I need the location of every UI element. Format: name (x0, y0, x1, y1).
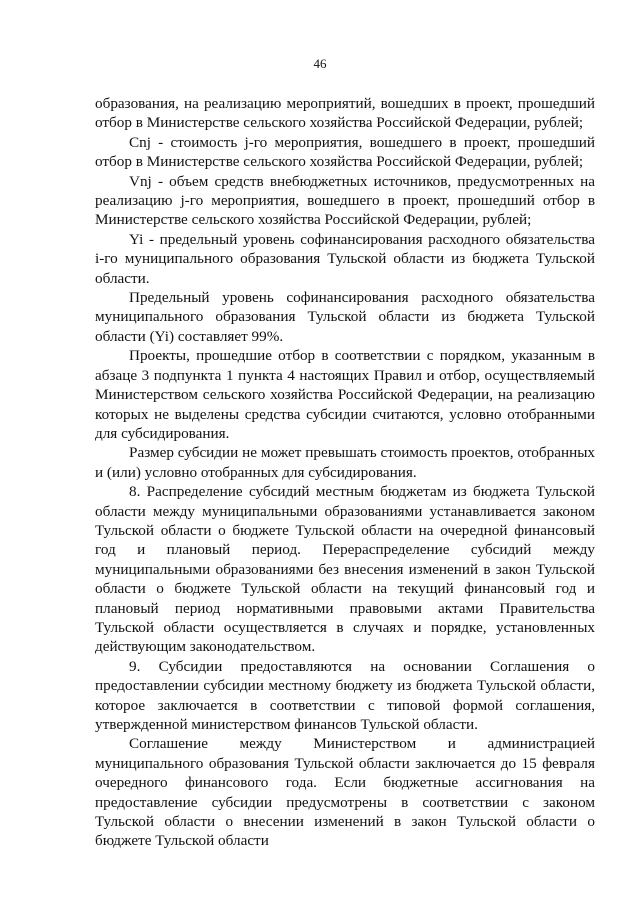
document-body (95, 94, 595, 851)
paragraph-vnj-definition: Vnj - объем средств внебюджетных источников, предусмотренных на реализацию j-го мероприятия, вошедшего в проект, прошедший отбор в Министерстве сельского хозяйства Российской Федерации, рублей; (95, 172, 595, 229)
paragraph-yi-definition: Yi - предельный уровень софинансирования расходного обязательства i-го муниципального образования Тульской области из бюджета Тульской области. (95, 230, 595, 287)
paragraph-subsidy-size: Размер субсидии не может превышать стоимость проектов, отобранных и (или) условно отобранных для субсидирования. (95, 444, 595, 481)
paragraph-cofinancing-level: Предельный уровень софинансирования расходного обязательства муниципального образования Тульской области из бюджета Тульской области (Yi) составляет 99%. (95, 289, 595, 345)
paragraph-selected-projects: Проекты, прошедшие отбор в соответствии с порядком, указанным в абзаце 3 подпункта 1 пункта 4 настоящих Правил и отбор, осуществляемый Министерством сельского хозяйства Российской Федерации, на реализацию которых не выделены средства субсидии считаются, условно отобранными для субсидирования. (95, 347, 595, 442)
paragraph-section-8: 8. Распределение субсидий местным бюджетам из бюджета Тульской области между муниципальными образованиями устанавливается законом Тульской области о бюджете Тульской области на очередной финансовый год и плановый период. Перераспределение субсидий между муниципальными образованиями без внесения изменений в закон Тульской области о бюджете Тульской области на текущий финансовый год и плановый период нормативными правовыми актами Правительства Тульской области осуществляется в случаях и порядке, установленных действующим законодательством. (95, 483, 595, 656)
paragraph-section-9: 9. Субсидии предоставляются на основании Соглашения о предоставлении субсидии местному бюджету из бюджета Тульской области, которое заключается в соответствии с типовой формой соглашения, утвержденной министерством финансов Тульской области. (95, 657, 595, 733)
paragraph-cnj-definition: Cnj - стоимость j-го мероприятия, вошедшего в проект, прошедший отбор в Министерстве сельского хозяйства Российской Федерации, рублей; (95, 133, 595, 171)
paragraph-agreement: Соглашение между Министерством и администрацией муниципального образования Тульской области заключается до 15 февраля очередного финансового года. Если бюджетные ассигнования на предоставление субсидии предусмотрены в соответствии с законом Тульской области о внесении изменений в закон Тульской области о бюджете Тульской области (95, 735, 595, 850)
paragraph-continuation: образования, на реализацию мероприятий, вошедших в проект, прошедший отбор в Министерстве сельского хозяйства Российской Федерации, рублей; (95, 95, 595, 132)
page-number: 46 (313, 56, 327, 71)
